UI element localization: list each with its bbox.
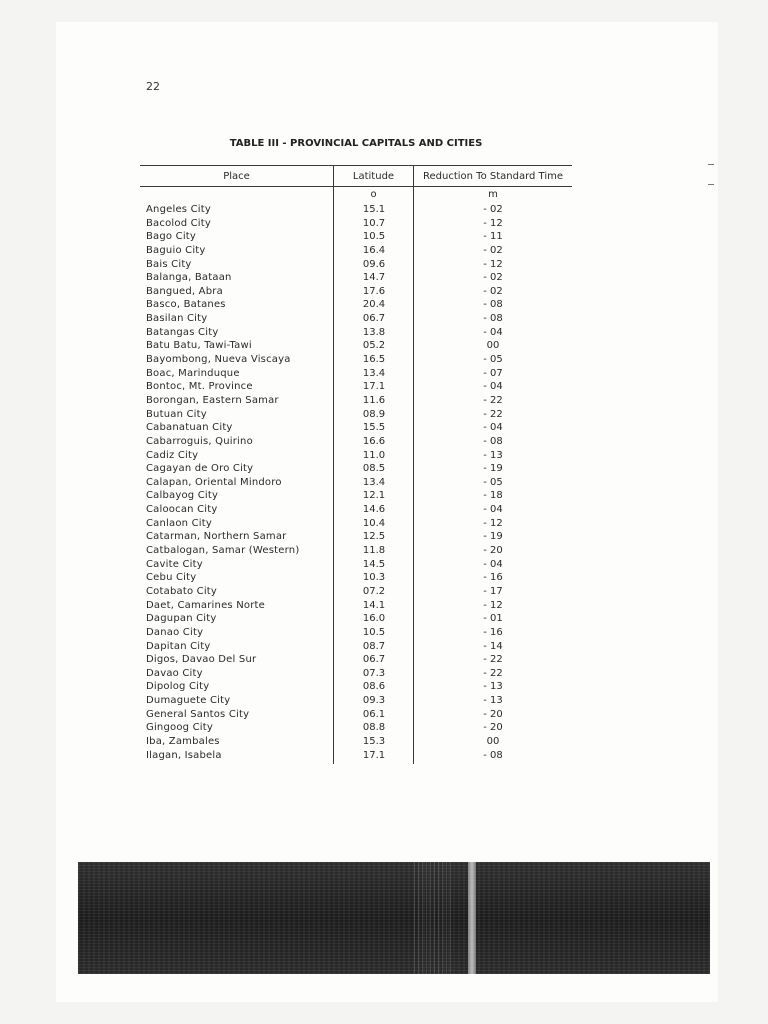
cell-place: Bayombong, Nueva Viscaya [146, 354, 291, 366]
table-row [140, 626, 572, 640]
cell-reduction: - 22 [483, 394, 503, 406]
cell-reduction: - 04 [483, 381, 503, 393]
cell-reduction: - 12 [483, 599, 503, 611]
cell-reduction: - 13 [483, 681, 503, 693]
cell-place: Danao City [146, 626, 204, 638]
cell-latitude: 17.6 [362, 285, 386, 297]
cell-latitude: 08.5 [362, 463, 386, 475]
cell-reduction: - 02 [483, 285, 503, 297]
cell-reduction: - 08 [483, 313, 503, 325]
cell-reduction: - 13 [483, 449, 503, 461]
cell-latitude: 16.4 [362, 244, 386, 256]
cell-place: Gingoog City [146, 722, 213, 734]
cell-latitude: 16.5 [362, 354, 386, 366]
cell-latitude: 13.8 [362, 326, 386, 338]
cell-reduction: - 05 [483, 354, 503, 366]
cell-latitude: 07.3 [362, 667, 386, 679]
table-row [140, 680, 572, 694]
cell-reduction: - 08 [483, 299, 503, 311]
cell-reduction: - 22 [483, 667, 503, 679]
cell-place: Boac, Marinduque [146, 367, 240, 379]
table-row [140, 367, 572, 381]
cell-latitude: 11.6 [362, 394, 386, 406]
table-row [140, 230, 572, 244]
cell-latitude: 16.6 [362, 435, 386, 447]
cell-place: Cagayan de Oro City [146, 463, 254, 475]
cell-latitude: 14.6 [362, 504, 386, 516]
cell-latitude: 08.7 [362, 640, 386, 652]
cell-latitude: 06.7 [362, 654, 386, 666]
table-row [140, 544, 572, 558]
unit-latitude: o [370, 189, 377, 200]
cell-place: Cadiz City [146, 449, 199, 461]
table-row [140, 612, 572, 626]
cell-latitude: 15.3 [362, 735, 386, 747]
cell-place: Balanga, Bataan [146, 272, 232, 284]
cell-place: Batu Batu, Tawi-Tawi [146, 340, 252, 352]
cell-reduction: - 04 [483, 504, 503, 516]
cell-place: Cabarroguis, Quirino [146, 435, 253, 447]
table-row [140, 489, 572, 503]
cell-latitude: 14.1 [362, 599, 386, 611]
cell-reduction: - 13 [483, 695, 503, 707]
cell-place: Dapitan City [146, 640, 211, 652]
cell-reduction: - 04 [483, 422, 503, 434]
cell-reduction: - 20 [483, 708, 503, 720]
scan-streak [468, 862, 476, 974]
cell-place: Canlaon City [146, 517, 212, 529]
cell-place: Cebu City [146, 572, 197, 584]
cell-latitude: 08.8 [362, 722, 386, 734]
table-row [140, 708, 572, 722]
cell-place: Calbayog City [146, 490, 219, 502]
unit-reduction: m [488, 189, 498, 200]
table-row [140, 558, 572, 572]
cell-place: Iba, Zambales [146, 735, 220, 747]
cell-latitude: 11.0 [362, 449, 386, 461]
table-row [140, 435, 572, 449]
cell-latitude: 09.3 [362, 695, 386, 707]
cell-reduction: - 07 [483, 367, 503, 379]
cell-place: Ilagan, Isabela [146, 749, 222, 761]
cell-place: Angeles City [146, 204, 211, 215]
table-row [140, 271, 572, 285]
cell-reduction: - 08 [483, 749, 503, 761]
header-place: Place [223, 171, 250, 182]
cell-reduction: - 02 [483, 204, 503, 215]
cell-reduction: - 19 [483, 531, 503, 543]
table-header-rule [140, 186, 572, 187]
table-row [140, 408, 572, 422]
cell-latitude: 12.1 [362, 490, 386, 502]
cell-reduction: - 12 [483, 217, 503, 229]
cell-place: Basco, Batanes [146, 299, 226, 311]
cell-place: Bago City [146, 231, 197, 243]
cell-latitude: 15.5 [362, 422, 386, 434]
cell-place: Dumaguete City [146, 695, 231, 707]
cell-reduction: - 14 [483, 640, 503, 652]
table-row [140, 298, 572, 312]
cell-place: Caloocan City [146, 504, 218, 516]
cell-reduction: - 05 [483, 476, 503, 488]
table-row [140, 530, 572, 544]
cell-latitude: 06.7 [362, 313, 386, 325]
cell-latitude: 10.3 [362, 572, 386, 584]
table-row [140, 571, 572, 585]
cell-reduction: - 01 [483, 613, 503, 625]
cell-reduction: - 02 [483, 244, 503, 256]
table-row [140, 244, 572, 258]
table-row [140, 517, 572, 531]
table-row [140, 749, 572, 763]
cell-reduction: - 18 [483, 490, 503, 502]
table-row [140, 503, 572, 517]
table-row [140, 312, 572, 326]
table-row [140, 421, 572, 435]
cell-reduction: - 04 [483, 558, 503, 570]
cell-latitude: 10.4 [362, 517, 386, 529]
cell-place: Digos, Davao Del Sur [146, 654, 257, 666]
table-row [140, 217, 572, 231]
cell-place: Basilan City [146, 313, 208, 325]
cell-place: Calapan, Oriental Mindoro [146, 476, 282, 488]
cell-place: Butuan City [146, 408, 207, 420]
cell-latitude: 15.1 [362, 204, 386, 215]
table-row [140, 326, 572, 340]
cell-reduction: - 16 [483, 626, 503, 638]
cell-latitude: 08.9 [362, 408, 386, 420]
cell-place: Bontoc, Mt. Province [146, 381, 253, 393]
table-row [140, 599, 572, 613]
cell-reduction: - 11 [483, 231, 503, 243]
table-row [140, 735, 572, 749]
table-row [140, 585, 572, 599]
cell-reduction: - 08 [483, 435, 503, 447]
cell-place: Cotabato City [146, 585, 218, 597]
cell-place: Cavite City [146, 558, 203, 570]
cell-place: Davao City [146, 667, 203, 679]
scan-speck [708, 184, 714, 185]
cell-reduction: 00 [486, 735, 500, 747]
table-row [140, 694, 572, 708]
cell-latitude: 13.4 [362, 367, 386, 379]
cell-reduction: - 16 [483, 572, 503, 584]
cell-place: Bacolod City [146, 217, 212, 229]
cell-place: Bais City [146, 258, 192, 270]
cell-latitude: 11.8 [362, 545, 386, 557]
table-row [140, 339, 572, 353]
table-row [140, 640, 572, 654]
cell-place: Borongan, Eastern Samar [146, 394, 279, 406]
cell-reduction: - 22 [483, 654, 503, 666]
cell-latitude: 14.5 [362, 558, 386, 570]
cell-place: Bangued, Abra [146, 285, 223, 297]
cell-latitude: 10.5 [362, 231, 386, 243]
table-top-rule [140, 165, 572, 166]
header-reduction: Reduction To Standard Time [422, 171, 564, 182]
cell-latitude: 09.6 [362, 258, 386, 270]
table-body [140, 203, 572, 762]
cell-latitude: 10.7 [362, 217, 386, 229]
table-title: TABLE III - PROVINCIAL CAPITALS AND CITIES [229, 138, 483, 149]
cell-place: Daet, Camarines Norte [146, 599, 265, 611]
scan-artifact-band [78, 862, 710, 974]
table-row [140, 203, 572, 217]
cell-reduction: - 22 [483, 408, 503, 420]
cell-latitude: 20.4 [362, 299, 386, 311]
table-row [140, 721, 572, 735]
scan-speck [708, 164, 714, 165]
page-number: 22 [146, 80, 160, 93]
cell-place: Dipolog City [146, 681, 210, 693]
table-row [140, 285, 572, 299]
cell-latitude: 17.1 [362, 381, 386, 393]
table-row [140, 653, 572, 667]
cell-reduction: - 19 [483, 463, 503, 475]
header-latitude: Latitude [352, 171, 395, 182]
cell-latitude: 14.7 [362, 272, 386, 284]
cell-latitude: 07.2 [362, 585, 386, 597]
cell-reduction: - 17 [483, 585, 503, 597]
cell-place: Cabanatuan City [146, 422, 233, 434]
cell-place: Dagupan City [146, 613, 217, 625]
table-row [140, 449, 572, 463]
table-row [140, 476, 572, 490]
cell-reduction: - 20 [483, 545, 503, 557]
cell-place: Batangas City [146, 326, 219, 338]
table-row [140, 667, 572, 681]
cell-reduction: - 04 [483, 326, 503, 338]
cell-latitude: 06.1 [362, 708, 386, 720]
table-row [140, 380, 572, 394]
cell-latitude: 12.5 [362, 531, 386, 543]
cell-latitude: 10.5 [362, 626, 386, 638]
cell-reduction: - 12 [483, 258, 503, 270]
table-row [140, 462, 572, 476]
cell-place: Baguio City [146, 244, 206, 256]
scan-noise [414, 862, 454, 974]
cell-place: Catbalogan, Samar (Western) [146, 545, 300, 557]
cell-reduction: - 12 [483, 517, 503, 529]
table-row [140, 394, 572, 408]
cell-reduction: - 02 [483, 272, 503, 284]
cell-latitude: 05.2 [362, 340, 386, 352]
cell-place: Catarman, Northern Samar [146, 531, 287, 543]
cell-latitude: 17.1 [362, 749, 386, 761]
cell-reduction: - 20 [483, 722, 503, 734]
cell-latitude: 08.6 [362, 681, 386, 693]
table-row [140, 258, 572, 272]
cell-reduction: 00 [486, 340, 500, 352]
cell-latitude: 16.0 [362, 613, 386, 625]
cell-place: General Santos City [146, 708, 250, 720]
cell-latitude: 13.4 [362, 476, 386, 488]
table-row [140, 353, 572, 367]
